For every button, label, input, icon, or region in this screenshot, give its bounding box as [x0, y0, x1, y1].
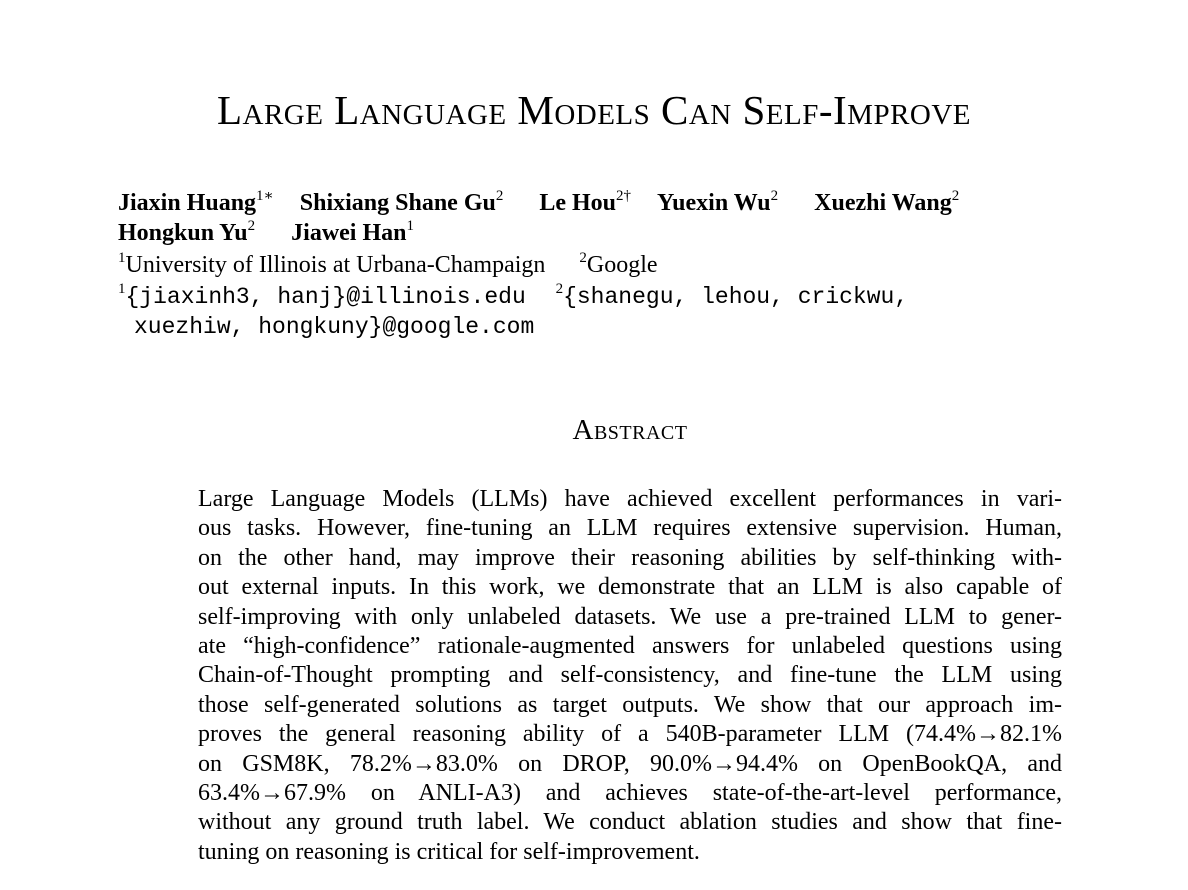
- affiliation-name: University of Illinois at Urbana-Champaign: [125, 252, 546, 278]
- abstract-line: without any ground truth label. We conduct ablation studies and show that fine-: [198, 809, 1062, 836]
- author: [118, 188, 274, 218]
- affiliation: [118, 252, 545, 278]
- author-list: [118, 188, 959, 248]
- author-mark: 1∗: [256, 188, 274, 204]
- email-mark: 2: [555, 281, 564, 297]
- abstract-line: tuning on reasoning is critical for self-improvement.: [198, 838, 700, 865]
- affiliation-name: Google: [586, 252, 658, 278]
- email-group-2: [555, 281, 909, 310]
- author-name: Xuezhi Wang: [814, 190, 952, 216]
- author-mark: 2: [770, 188, 779, 204]
- abstract-line: ous tasks. However, fine-tuning an LLM requires extensive supervision. Human,: [198, 515, 1062, 542]
- author-name: Hongkun Yu: [118, 220, 248, 246]
- abstract-line: those self-generated solutions as target outputs. We show that our approach im-: [198, 691, 1062, 718]
- author-mark: 2: [247, 218, 256, 234]
- author: [300, 188, 504, 218]
- author-mark: 1: [406, 218, 414, 234]
- email-line: [118, 312, 908, 342]
- author-name: Le Hou: [539, 190, 617, 216]
- affiliations: [118, 250, 658, 280]
- email-group: {jiaxinh3, hanj}@illinois.edu: [125, 284, 526, 310]
- author-mark: 2: [495, 188, 504, 204]
- author: [814, 188, 959, 218]
- abstract-line: 63.4%→67.9% on ANLI-A3) and achieves state-of-the-art-level performance,: [198, 779, 1062, 806]
- author-name: Yuexin Wu: [657, 190, 771, 216]
- author-emails: [118, 282, 908, 342]
- email-line: [118, 282, 908, 312]
- author: [118, 218, 255, 248]
- author-row-2: [118, 218, 959, 248]
- email-group-continuation: xuezhiw, hongkuny}@google.com: [134, 314, 535, 340]
- abstract-line: Chain-of-Thought prompting and self-consistency, and fine-tune the LLM using: [198, 662, 1062, 689]
- author-mark: 2†: [616, 188, 632, 204]
- affiliation-mark: 1: [118, 250, 126, 266]
- paper-title: Large Language Models Can Self-Improve: [216, 87, 972, 133]
- abstract-line: on GSM8K, 78.2%→83.0% on DROP, 90.0%→94.4% on OpenBookQA, and: [198, 750, 1062, 777]
- author-row-1: [118, 188, 959, 218]
- author-name: Jiaxin Huang: [118, 190, 257, 216]
- affiliation: [579, 252, 657, 278]
- abstract-body: [198, 485, 1062, 867]
- abstract-line: on the other hand, may improve their reasoning abilities by self-thinking with-: [198, 544, 1062, 571]
- abstract-line: Large Language Models (LLMs) have achieved excellent performances in vari-: [198, 486, 1062, 512]
- abstract-heading: Abstract: [572, 414, 688, 446]
- author: [539, 188, 631, 218]
- author: [291, 218, 414, 248]
- author: [657, 188, 778, 218]
- abstract-line: self-improving with only unlabeled datasets. We use a pre-trained LLM to gener-: [198, 603, 1062, 630]
- author-name: Jiawei Han: [291, 220, 407, 246]
- affiliation-mark: 2: [579, 250, 587, 266]
- email-group: {shanegu, lehou, crickwu,: [563, 284, 909, 310]
- abstract-line: ate “high-confidence” rationale-augmented answers for unlabeled questions using: [198, 632, 1062, 659]
- abstract-line: proves the general reasoning ability of a 540B-parameter LLM (74.4%→82.1%: [198, 721, 1062, 748]
- author-mark: 2: [951, 188, 960, 204]
- author-name: Shixiang Shane Gu: [299, 190, 496, 216]
- email-mark: 1: [118, 281, 126, 297]
- abstract-line: out external inputs. In this work, we demonstrate that an LLM is also capable of: [198, 574, 1062, 601]
